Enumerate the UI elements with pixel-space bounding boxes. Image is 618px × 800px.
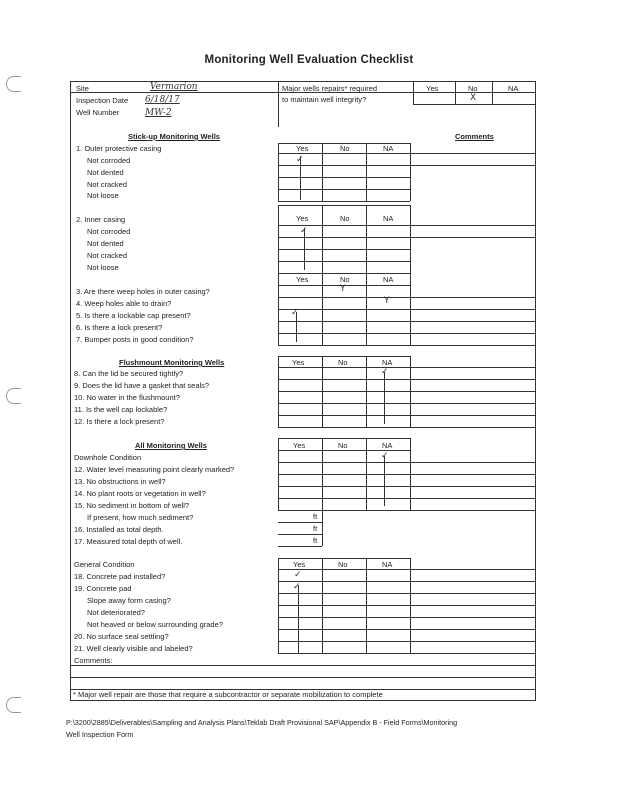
page-title: Monitoring Well Evaluation Checklist bbox=[204, 54, 414, 66]
downhole-condition-label: Downhole Condition bbox=[74, 453, 142, 462]
q1d-not-loose: Not loose bbox=[87, 191, 119, 200]
q6-lock-present: 6. Is there a lock present? bbox=[76, 323, 163, 332]
general-condition-label: General Condition bbox=[74, 560, 135, 569]
inspection-date-value: 6/18/17 bbox=[145, 95, 180, 105]
flush-na-mark: ✓ bbox=[381, 367, 389, 377]
site-value: Vermarion bbox=[150, 82, 198, 92]
installed-depth-ft-unit: ft bbox=[313, 524, 318, 533]
q15a-sediment-amount: If present, how much sediment? bbox=[87, 513, 194, 522]
q3-weep-holes: 3. Are there weep holes in outer casing? bbox=[76, 287, 210, 296]
q11-cap-lockable: 11. Is the well cap lockable? bbox=[74, 405, 168, 414]
flush-no-header: No bbox=[338, 358, 348, 367]
binder-hole-bottom bbox=[6, 697, 21, 713]
repairs-no-header: No bbox=[468, 84, 478, 93]
q14-no-roots: 14. No plant roots or vegetation in well? bbox=[74, 489, 206, 498]
file-path-footer bbox=[66, 717, 457, 741]
q5-yes-mark: ✓ bbox=[291, 308, 299, 318]
q12-measuring-point: 12. Water level measuring point clearly marked? bbox=[74, 465, 235, 474]
q2-yes-mark: ✓ bbox=[300, 226, 308, 236]
sediment-ft-unit: ft bbox=[313, 512, 318, 521]
q10-no-water: 10. No water in the flushmount? bbox=[74, 393, 180, 402]
general-no-header: No bbox=[338, 560, 348, 569]
well-number-label: Well Number bbox=[76, 108, 120, 117]
all-na-mark: ✓ bbox=[381, 451, 389, 461]
inspection-date-label: Inspection Date bbox=[76, 96, 129, 105]
q1-outer-casing: 1. Outer protective casing bbox=[76, 144, 162, 153]
q18-concrete-pad: 18. Concrete pad installed? bbox=[74, 572, 166, 581]
q1a-not-corroded: Not corroded bbox=[87, 156, 131, 165]
q3-na-header: NA bbox=[383, 275, 394, 284]
stickup-heading: Stick-up Monitoring Wells bbox=[128, 132, 220, 141]
general-na-header: NA bbox=[382, 560, 393, 569]
q7-bumper-posts: 7. Bumper posts in good condition? bbox=[76, 335, 194, 344]
q1-no-header: No bbox=[340, 144, 350, 153]
repairs-na-header: NA bbox=[508, 84, 519, 93]
major-repair-note: * Major well repair are those that require a subcontractor or separate mobilization to complete bbox=[73, 690, 383, 699]
q2-yes-header: Yes bbox=[296, 214, 309, 223]
binder-hole-middle bbox=[6, 388, 21, 404]
q4-weep-drain: 4. Weep holes able to drain? bbox=[76, 299, 172, 308]
general-yes-header: Yes bbox=[293, 560, 306, 569]
file-path-line1: P:\3200\2885\Deliverables\Sampling and Analysis Plans\Teklab Draft Provisional SAP\Appendix B - Field Forms\Monitoring bbox=[66, 718, 458, 727]
q19-concrete-pad: 19. Concrete pad bbox=[74, 584, 132, 593]
binder-hole-top bbox=[6, 76, 21, 92]
q2-na-header: NA bbox=[383, 214, 394, 223]
q8-lid-secured: 8. Can the lid be secured tightly? bbox=[74, 369, 184, 378]
repairs-question-line2: to maintain well integrity? bbox=[282, 95, 367, 104]
q1-yes-header: Yes bbox=[296, 144, 309, 153]
q5-lockable-cap: 5. Is there a lockable cap present? bbox=[76, 311, 191, 320]
q4-na-mark: Y bbox=[384, 296, 390, 306]
flush-yes-header: Yes bbox=[292, 358, 305, 367]
all-no-header: No bbox=[338, 441, 348, 450]
q15-no-sediment: 15. No sediment in bottom of well? bbox=[74, 501, 190, 510]
file-path-line2: Well Inspection Form bbox=[66, 730, 134, 739]
comments-header: Comments bbox=[455, 132, 494, 141]
measured-depth-ft-unit: ft bbox=[313, 536, 318, 545]
q1-yes-mark: ✓ bbox=[296, 155, 304, 165]
q1c-not-cracked: Not cracked bbox=[87, 180, 128, 189]
q2d-not-loose: Not loose bbox=[87, 263, 119, 272]
q9-lid-gasket: 9. Does the lid have a gasket that seals? bbox=[74, 381, 210, 390]
q19b-not-deteriorated: Not deteriorated? bbox=[87, 608, 145, 617]
q13-no-obstructions: 13. No obstructions in well? bbox=[74, 477, 166, 486]
repairs-question-line1: Major wells repairs* required bbox=[282, 84, 378, 93]
q19a-slope: Slope away form casing? bbox=[87, 596, 171, 605]
q17-measured-depth: 17. Measured total depth of well. bbox=[74, 537, 183, 546]
q18-yes-mark: ✓ bbox=[294, 570, 302, 580]
q2-inner-casing: 2. Inner casing bbox=[76, 215, 126, 224]
q3-no-mark: Y bbox=[340, 284, 346, 294]
all-wells-heading: All Monitoring Wells bbox=[135, 441, 207, 450]
q19c-not-heaved: Not heaved or below surrounding grade? bbox=[87, 620, 223, 629]
all-na-header: NA bbox=[382, 441, 393, 450]
well-number-value: MW-2 bbox=[145, 108, 172, 118]
comments-label: Comments: bbox=[74, 656, 113, 665]
site-label: Site bbox=[76, 84, 89, 93]
q2a-not-corroded: Not corroded bbox=[87, 227, 131, 236]
q19-yes-mark: ✓ bbox=[293, 582, 301, 592]
q3-yes-header: Yes bbox=[296, 275, 309, 284]
q2-no-header: No bbox=[340, 214, 350, 223]
q2c-not-cracked: Not cracked bbox=[87, 251, 128, 260]
q1-na-header: NA bbox=[383, 144, 394, 153]
q20-seal-settling: 20. No surface seal settling? bbox=[74, 632, 169, 641]
q12-lock-present: 12. Is there a lock present? bbox=[74, 417, 165, 426]
q16-installed-depth: 16. Installed as total depth. bbox=[74, 525, 164, 534]
flushmount-heading: Flushmount Monitoring Wells bbox=[119, 358, 225, 367]
q1b-not-dented: Not dented bbox=[87, 168, 124, 177]
repairs-yes-header: Yes bbox=[426, 84, 439, 93]
q2b-not-dented: Not dented bbox=[87, 239, 124, 248]
flush-na-header: NA bbox=[382, 358, 393, 367]
q21-well-labeled: 21. Well clearly visible and labeled? bbox=[74, 644, 193, 653]
repairs-no-mark: X bbox=[470, 93, 477, 103]
q3-no-header: No bbox=[340, 275, 350, 284]
all-yes-header: Yes bbox=[293, 441, 306, 450]
